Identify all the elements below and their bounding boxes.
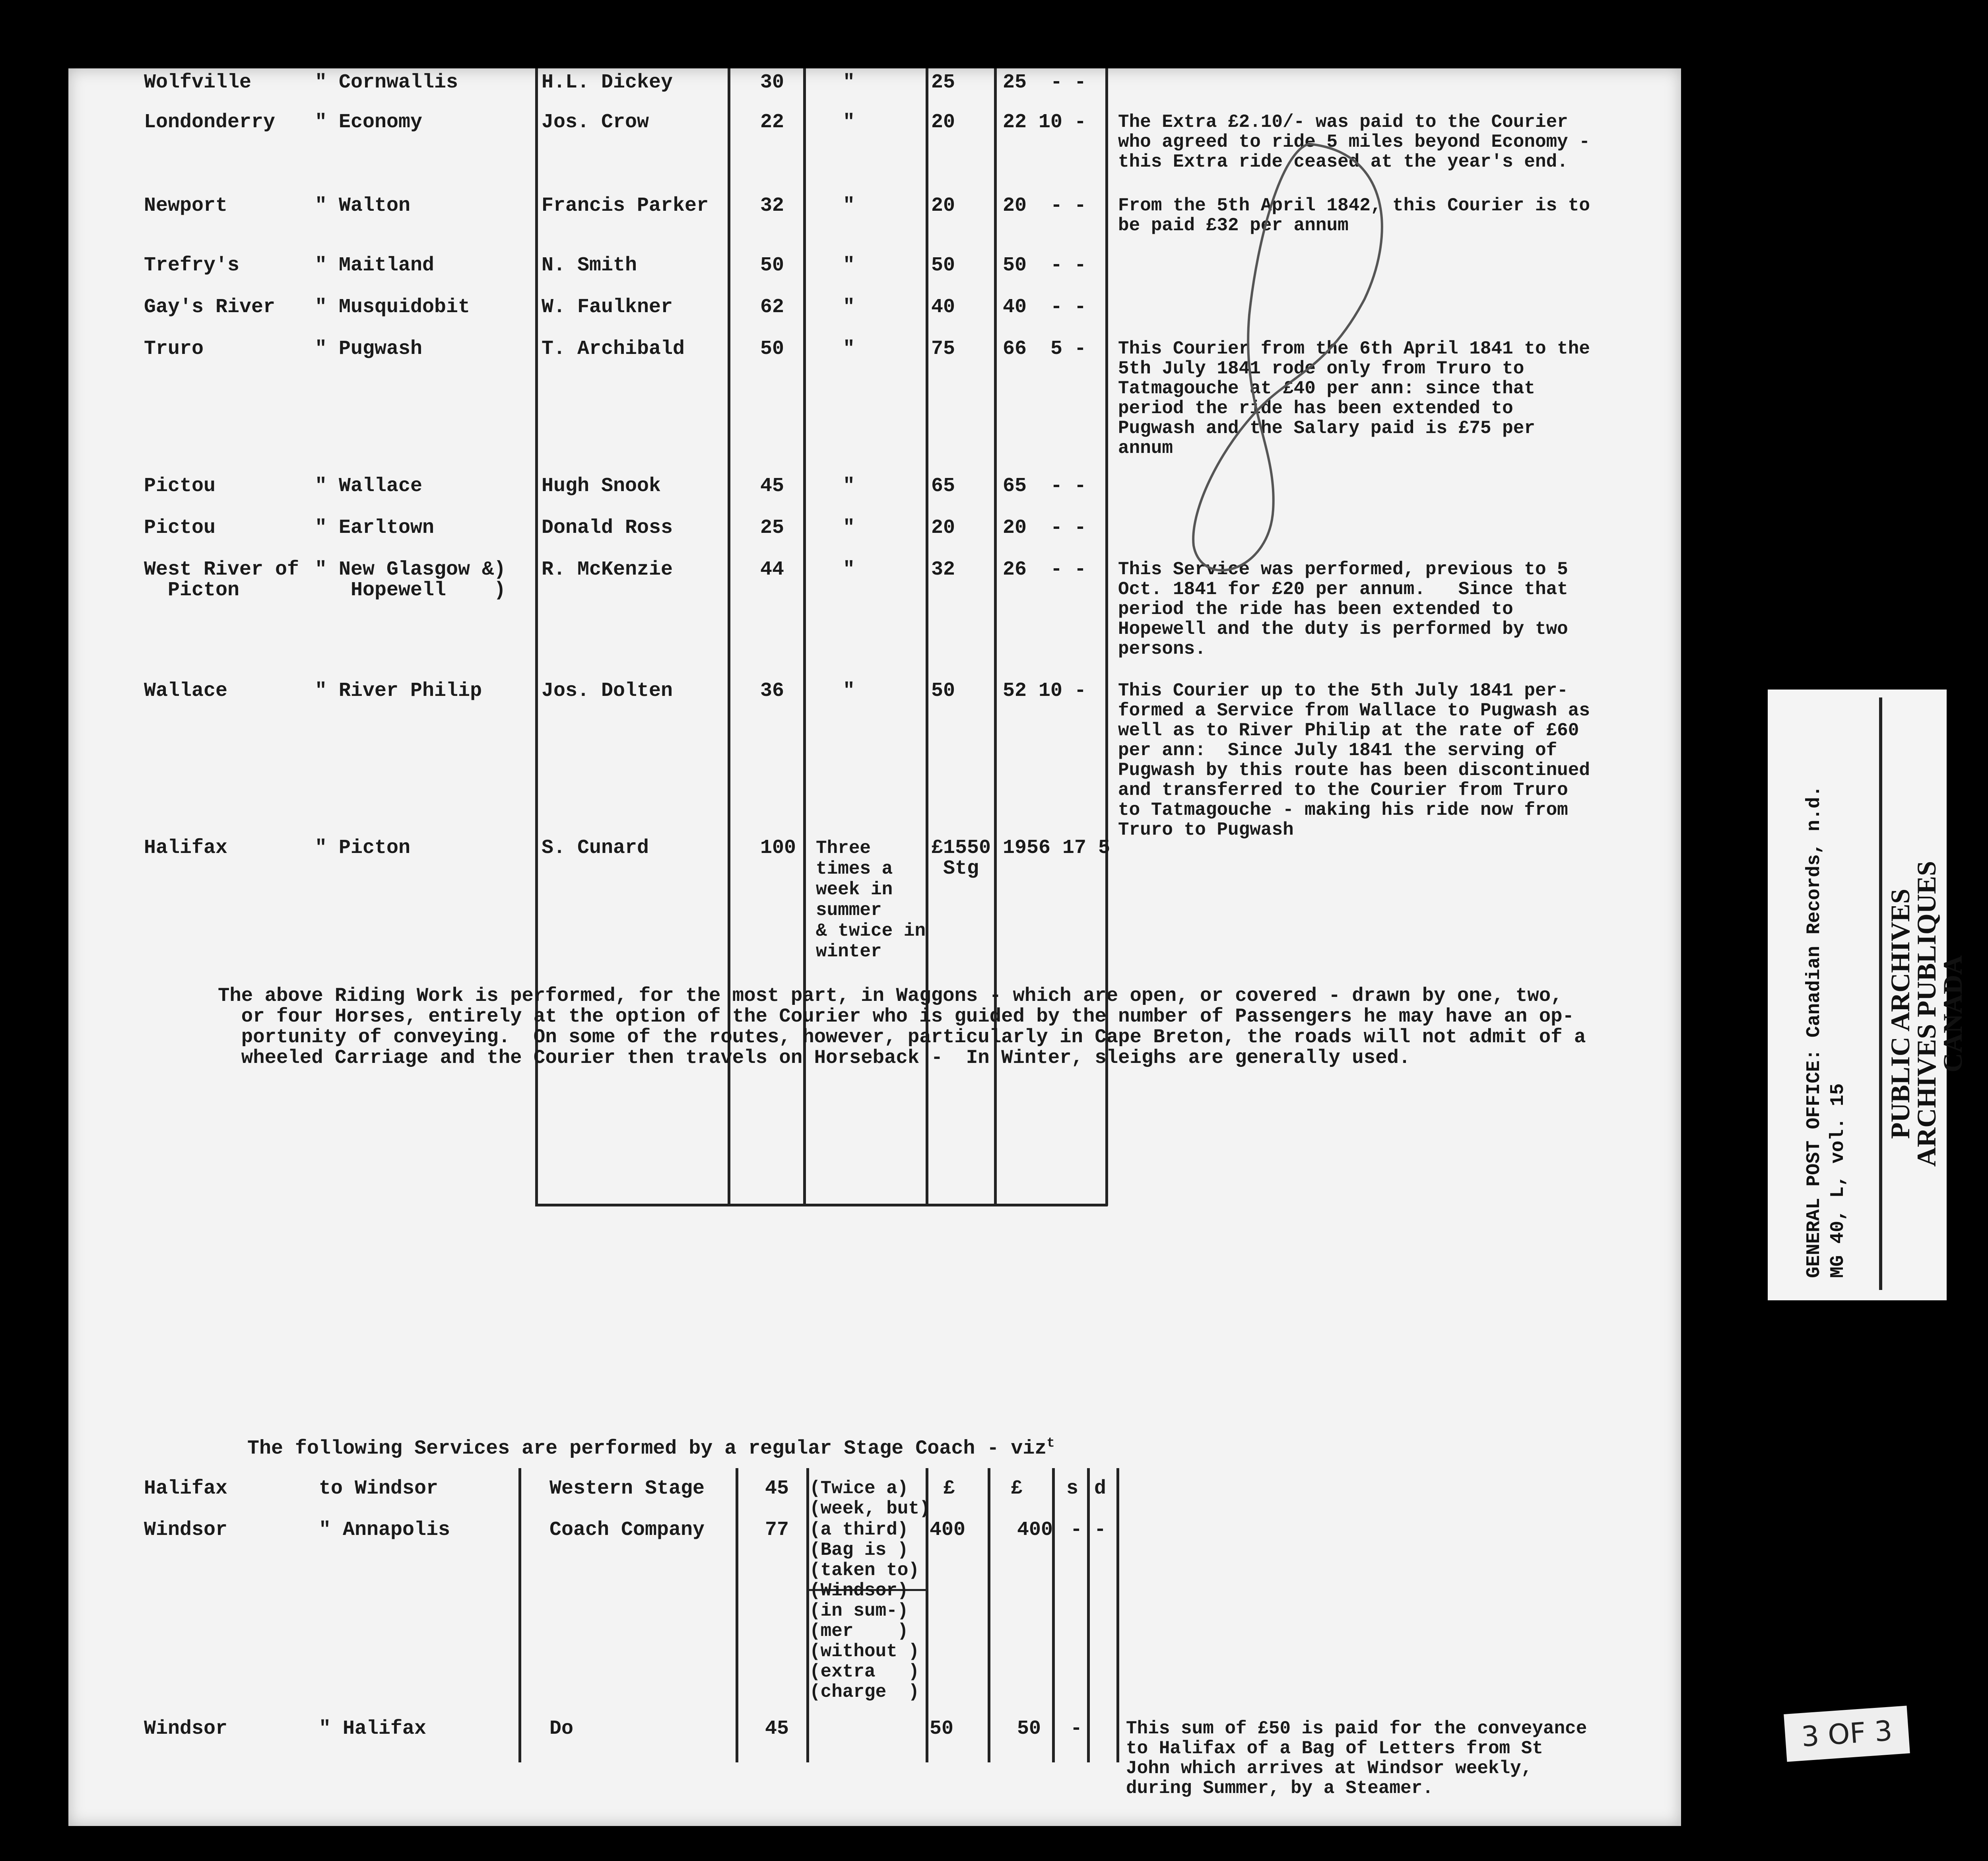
riding-cell-to: " Picton bbox=[315, 837, 411, 859]
riding-cell-freq: " bbox=[843, 296, 855, 319]
stage-cell-from: Windsor bbox=[144, 1519, 228, 1541]
riding-cell-courier: N. Smith bbox=[542, 254, 637, 277]
riding-cell-from: West River of Picton bbox=[144, 558, 299, 602]
riding-cell-paid: 65 - - bbox=[1003, 475, 1087, 497]
riding-cell-courier: W. Faulkner bbox=[542, 296, 673, 319]
riding-cell-salary: 65 bbox=[931, 475, 955, 497]
riding-cell-from: Wallace bbox=[144, 680, 228, 702]
riding-cell-to: " River Philip bbox=[315, 680, 482, 702]
riding-cell-courier: R. McKenzie bbox=[542, 558, 673, 581]
stage-cell-salary: 50 bbox=[930, 1717, 954, 1740]
riding-cell-courier: Jos. Dolten bbox=[542, 680, 673, 702]
riding-cell-salary: 40 bbox=[931, 296, 955, 319]
riding-cell-paid: 22 10 - bbox=[1003, 111, 1087, 134]
archive-reference: GENERAL POST OFFICE: Canadian Records, n.d. bbox=[1804, 785, 1825, 1278]
table-rule bbox=[1116, 1468, 1119, 1762]
table-rule bbox=[806, 1468, 809, 1762]
riding-cell-from: Pictou bbox=[144, 517, 216, 539]
riding-cell-freq: " bbox=[843, 680, 855, 702]
riding-cell-paid: 20 - - bbox=[1003, 517, 1087, 539]
riding-cell-miles: 30 bbox=[760, 71, 784, 94]
table-rule bbox=[1087, 1468, 1090, 1762]
riding-cell-salary: 20 bbox=[931, 194, 955, 217]
stage-currency-s: s bbox=[1066, 1477, 1079, 1500]
riding-cell-courier: Francis Parker bbox=[542, 194, 709, 217]
stage-cell-freq: (Twice a) (week, but) bbox=[810, 1478, 930, 1519]
riding-cell-paid: 40 - - bbox=[1003, 296, 1087, 319]
riding-cell-freq: " bbox=[843, 194, 855, 217]
riding-cell-to: " Earltown bbox=[315, 517, 435, 539]
riding-cell-to: " Musquidobit bbox=[315, 296, 470, 319]
document-page bbox=[68, 68, 1681, 1826]
riding-cell-courier: Donald Ross bbox=[542, 517, 673, 539]
riding-paragraph: The above Riding Work is performed, for the most part, in Waggons - which are open, or covered - drawn by one, two, or four Horses, entirely at the option of the Courier who is guided by the number of Passengers he may have an op- portunity of conveying. On some of the routes, however, particularly in Cape Breton, the roads will not admit of a wheeled Carriage and the Courier then travels on Horseback - In Winter, sleighs are generally used. bbox=[218, 985, 1586, 1069]
stage-cell-miles: 77 bbox=[765, 1519, 789, 1541]
riding-cell-paid: 25 - - bbox=[1003, 71, 1087, 94]
riding-cell-from: Gay's River bbox=[144, 296, 276, 319]
stage-cell-salary: 400 bbox=[930, 1519, 966, 1541]
stage-currency-l1: £ bbox=[943, 1477, 955, 1500]
stage-cell-from: Windsor bbox=[144, 1717, 228, 1740]
riding-cell-miles: 36 bbox=[760, 680, 784, 702]
riding-cell-miles: 100 bbox=[760, 837, 796, 859]
stage-currency-d: d bbox=[1094, 1477, 1107, 1500]
stage-cell-extra: - - bbox=[1070, 1519, 1107, 1541]
riding-cell-salary: 75 bbox=[931, 338, 955, 360]
riding-cell-paid: 1956 17 5 bbox=[1003, 837, 1110, 859]
riding-cell-paid: 20 - - bbox=[1003, 194, 1087, 217]
stage-cell-paid: 400 bbox=[1017, 1519, 1053, 1541]
riding-cell-to: " Cornwallis bbox=[315, 71, 458, 94]
stage-cell-company: Do bbox=[549, 1717, 574, 1740]
riding-cell-note: This Courier up to the 5th July 1841 per- formed a Service from Wallace to Pugwash as well as to River Philip at the rate of £60 per ann: Since July 1841 the serving of Pugwash by this route has been discontinued and transferred to the Courier from Truro to Tatmagouche - making his ride now from Truro to Pugwash bbox=[1118, 680, 1590, 840]
stage-cell-from: Halifax bbox=[144, 1477, 228, 1500]
stage-currency-l2: £ bbox=[1011, 1477, 1023, 1500]
riding-cell-to: " Pugwash bbox=[315, 338, 423, 360]
riding-cell-miles: 50 bbox=[760, 338, 784, 360]
stage-cell-note: This sum of £50 is paid for the conveyance to Halifax of a Bag of Letters from St John which arrives at Windsor weekly, during Summer, by a Steamer. bbox=[1126, 1718, 1587, 1799]
table-rule bbox=[988, 1468, 990, 1762]
stage-cell-extra: - bbox=[1070, 1717, 1083, 1740]
riding-cell-miles: 44 bbox=[760, 558, 784, 581]
riding-cell-to: " Wallace bbox=[315, 475, 423, 497]
riding-cell-courier: Jos. Crow bbox=[542, 111, 649, 134]
pencil-mark bbox=[1142, 128, 1420, 597]
stage-cell-miles: 45 bbox=[765, 1717, 789, 1740]
riding-cell-note: This Courier from the 6th April 1841 to the 5th July 1841 rode only from Truro to Tatmagouche at £40 per ann: since that period the ride has been extended to Pugwash and the Salary paid is £75 per annum bbox=[1118, 338, 1590, 458]
page-tag: 3 OF 3 bbox=[1784, 1706, 1910, 1762]
riding-cell-to: " New Glasgow &) Hopewell ) bbox=[315, 558, 506, 602]
label-divider bbox=[1879, 697, 1882, 1290]
stage-cell-paid: 50 bbox=[1017, 1717, 1041, 1740]
riding-cell-freq: " bbox=[843, 558, 855, 581]
riding-cell-miles: 22 bbox=[760, 111, 784, 134]
riding-cell-freq: " bbox=[843, 475, 855, 497]
riding-cell-courier: H.L. Dickey bbox=[542, 71, 673, 94]
table-rule bbox=[1052, 1468, 1055, 1762]
riding-cell-from: Halifax bbox=[144, 837, 228, 859]
riding-cell-freq: " bbox=[843, 338, 855, 360]
stage-cell-to: " Halifax bbox=[319, 1717, 427, 1740]
riding-cell-note: The Extra £2.10/- was paid to the Courier who agreed to ride 5 miles beyond Economy - this Extra ride ceased at the year's end. bbox=[1118, 112, 1590, 172]
riding-cell-paid: 26 - - bbox=[1003, 558, 1087, 581]
riding-cell-note: This Service was performed, previous to 5 Oct. 1841 for £20 per annum. Since that period the ride has been extended to Hopewell and the duty is performed by two persons. bbox=[1118, 559, 1568, 659]
riding-cell-from: Wolfville bbox=[144, 71, 252, 94]
riding-cell-freq: " bbox=[843, 71, 855, 94]
table-rule bbox=[736, 1468, 738, 1762]
riding-cell-from: Pictou bbox=[144, 475, 216, 497]
riding-cell-miles: 25 bbox=[760, 517, 784, 539]
riding-cell-freq: " bbox=[843, 254, 855, 277]
stage-heading: The following Services are performed by a regular Stage Coach - viz$^t$ bbox=[247, 1436, 1055, 1460]
stage-cell-freq: (a third) (Bag is ) (taken to) (Windsor) (in sum-) (mer ) (without ) (extra ) (charge ) bbox=[810, 1519, 920, 1702]
riding-cell-miles: 45 bbox=[760, 475, 784, 497]
stage-cell-company: Western Stage bbox=[549, 1477, 705, 1500]
stage-cell-company: Coach Company bbox=[549, 1519, 705, 1541]
riding-cell-note: From the 5th April 1842, this Courier is to be paid £32 per annum bbox=[1118, 195, 1590, 236]
archive-stamp: PUBLIC ARCHIVES ARCHIVES PUBLIQUES CANADA bbox=[1885, 861, 1968, 1167]
riding-cell-from: Truro bbox=[144, 338, 204, 360]
stage-cell-to: " Annapolis bbox=[319, 1519, 450, 1541]
riding-cell-courier: S. Cunard bbox=[542, 837, 649, 859]
riding-cell-courier: T. Archibald bbox=[542, 338, 685, 360]
riding-cell-to: " Maitland bbox=[315, 254, 435, 277]
riding-cell-from: Newport bbox=[144, 194, 228, 217]
archive-volume: MG 40, L, vol. 15 bbox=[1827, 1083, 1849, 1278]
riding-cell-miles: 50 bbox=[760, 254, 784, 277]
riding-cell-salary: 50 bbox=[931, 680, 955, 702]
riding-cell-miles: 62 bbox=[760, 296, 784, 319]
riding-cell-freq: " bbox=[843, 111, 855, 134]
riding-cell-paid: 50 - - bbox=[1003, 254, 1087, 277]
riding-cell-from: Londonderry bbox=[144, 111, 276, 134]
riding-cell-courier: Hugh Snook bbox=[542, 475, 661, 497]
riding-cell-paid: 52 10 - bbox=[1003, 680, 1087, 702]
stage-cell-miles: 45 bbox=[765, 1477, 789, 1500]
riding-cell-from: Trefry's bbox=[144, 254, 240, 277]
archive-label bbox=[1768, 690, 1968, 1300]
riding-cell-miles: 32 bbox=[760, 194, 784, 217]
table-rule bbox=[535, 1204, 1108, 1206]
riding-cell-salary: 50 bbox=[931, 254, 955, 277]
riding-cell-freq: Three times a week in summer & twice in winter bbox=[816, 838, 926, 962]
riding-cell-freq: " bbox=[843, 517, 855, 539]
riding-cell-paid: 66 5 - bbox=[1003, 338, 1087, 360]
riding-cell-to: " Economy bbox=[315, 111, 423, 134]
stage-cell-to: to Windsor bbox=[319, 1477, 439, 1500]
riding-cell-salary: 20 bbox=[931, 517, 955, 539]
riding-cell-salary: 25 bbox=[931, 71, 955, 94]
table-rule bbox=[518, 1468, 521, 1762]
riding-cell-salary: 20 bbox=[931, 111, 955, 134]
riding-cell-salary: £1550 Stg bbox=[931, 837, 991, 880]
riding-cell-salary: 32 bbox=[931, 558, 955, 581]
riding-cell-to: " Walton bbox=[315, 194, 411, 217]
